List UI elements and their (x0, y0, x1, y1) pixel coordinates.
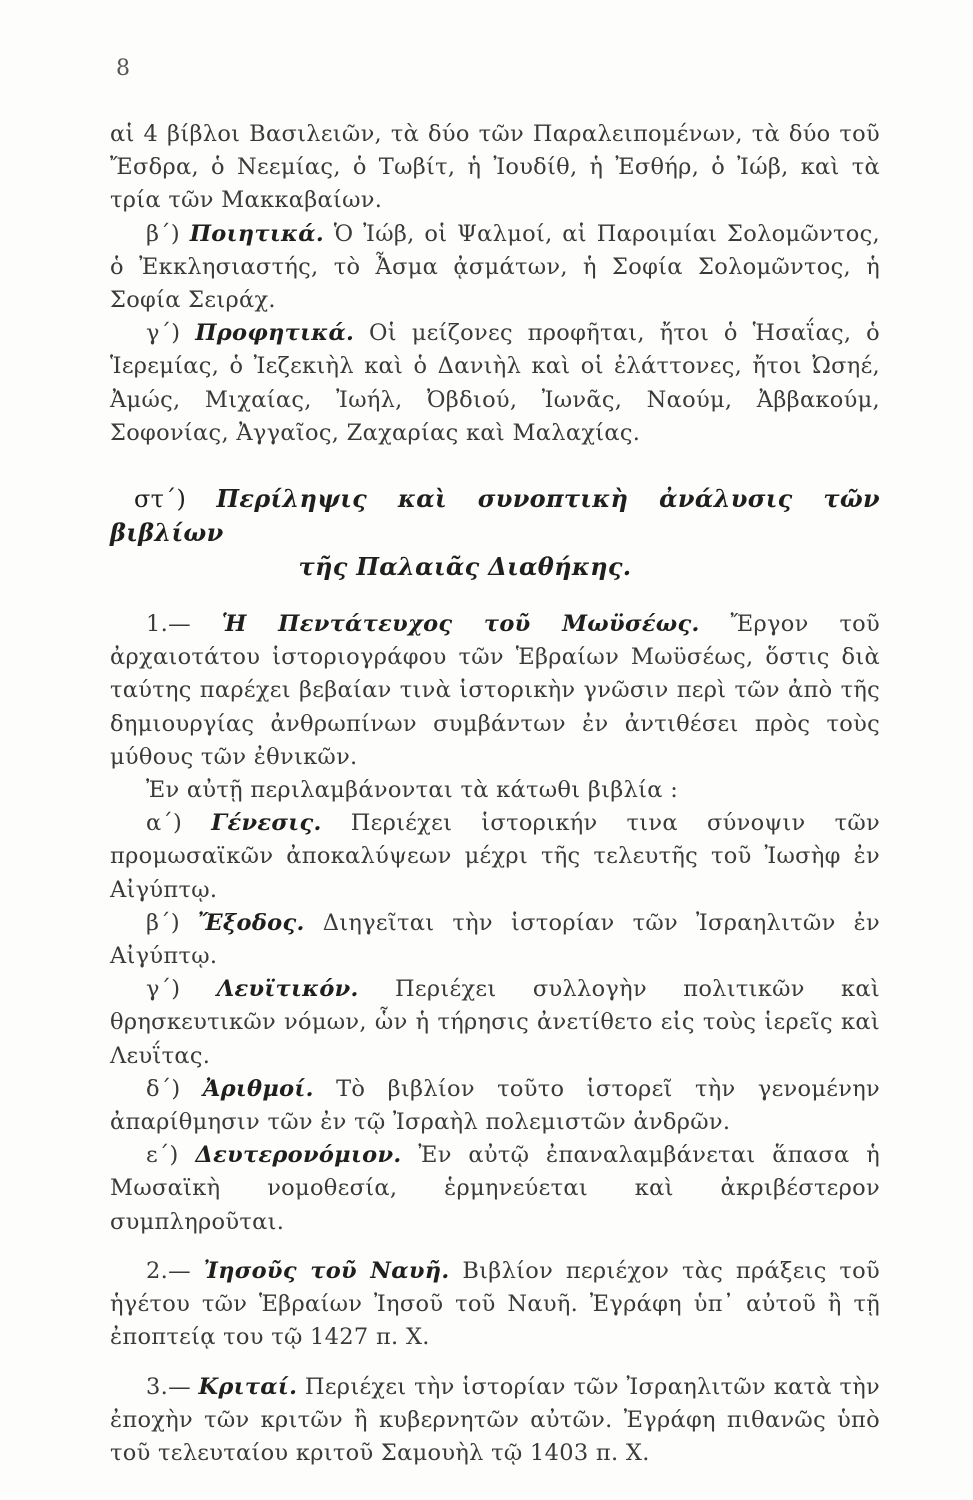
judges-label: 3.— (146, 1373, 199, 1400)
pentateuch-title: Ἡ Πεντάτευχος τοῦ Μωϋσέως. (221, 611, 700, 638)
pentateuch-label: 1.— (146, 611, 222, 638)
book-exodus (110, 907, 880, 973)
joshua-title: Ἰησοῦς τοῦ Ναυῆ. (203, 1257, 450, 1284)
book-numbers (110, 1073, 880, 1139)
spacer (110, 1239, 880, 1255)
section-title-line2: τῆς Παλαιᾶς Διαθήκης. (298, 552, 632, 582)
book-label: α΄) (146, 810, 212, 837)
page-body (110, 118, 880, 1470)
book-leviticus (110, 973, 880, 1073)
section-label: στ΄) (134, 485, 217, 514)
poetic-text: Ὁ Ἰώβ, οἱ Ψαλμοί, αἱ Παροιμίαι Σολομῶντος, ὁ Ἐκκλησιαστής, τὸ Ἆσμα ᾀσμάτων, ἡ Σοφία Σολομῶντος, ἡ Σοφία Σειράχ. (110, 220, 880, 314)
pentateuch-contains: Ἐν αὐτῇ περιλαμβάνονται τὰ κάτωθι βιβλία : (146, 777, 679, 804)
book-genesis (110, 807, 880, 907)
intro-paragraph: αἱ 4 βίβλοι Βασιλειῶν, τὰ δύο τῶν Παραλειπομένων, τὰ δύο τοῦ Ἔσδρα, ὁ Νεεμίας, ὁ Τωβίτ, ἡ Ἰουδίθ, ἡ Ἐσθήρ, ὁ Ἰώβ, καὶ τὰ τρία τῶν Μακκαβαίων. (110, 121, 880, 214)
page-number: 8 (116, 56, 130, 81)
pentateuch-text: Ἔργον τοῦ ἀρχαιοτάτου ἱστοριογράφου τῶν Ἑβραίων Μωϋσέως, ὅστις διὰ ταύτης παρέχει βεβαίαν τινὰ ἱστορικὴν γνῶσιν περὶ τῶν ἀπὸ τῆς δημιουργίας ἀνθρωπίνων συμβάντων ἐν ἀντιθέσει πρὸς τοὺς μύθους τῶν ἐθνικῶν. (110, 611, 881, 770)
joshua-paragraph (110, 1255, 880, 1355)
book-deuteronomy (110, 1139, 880, 1239)
book-label: δ΄) (146, 1075, 203, 1102)
section-heading-line1 (110, 482, 880, 550)
book-text: Ἐν αὐτῷ ἐπαναλαμβάνεται ἅπασα ἡ Μωσαϊκὴ νομοθεσία, ἑρμηνεύεται καὶ ἀκριβέστερον συμπληροῦται. (110, 1142, 880, 1235)
judges-title: Κριταί. (198, 1373, 298, 1400)
book-title: Ἀριθμοί. (202, 1075, 314, 1102)
poetic-label: β΄) (146, 220, 190, 247)
prophetic-title: Προφητικά. (195, 320, 355, 347)
book-text: Περιέχει συλλογὴν πολιτικῶν καὶ θρησκευτικῶν νόμων, ὧν ἡ τήρησις ἀνετίθετο εἰς τοὺς ἱερεῖς καὶ Λευΐτας. (110, 976, 881, 1069)
book-text: Τὸ βιβλίον τοῦτο ἱστορεῖ τὴν γενομένην ἀπαρίθμησιν τῶν ἐν τῷ Ἰσραὴλ πολεμιστῶν ἀνδρῶν. (110, 1075, 880, 1136)
poetic-books-paragraph (110, 218, 880, 318)
spacer (110, 1355, 880, 1371)
book-text: Περιέχει ἱστορικήν τινα σύνοψιν τῶν προμωσαϊκῶν ἀποκαλύψεων μέχρι τῆς τελευτῆς τοῦ Ἰωσὴφ ἐν Αἰγύπτῳ. (110, 810, 880, 903)
prophetic-books-paragraph (110, 317, 880, 450)
book-title: Δευτερονόμιον. (195, 1142, 402, 1169)
prophetic-label: γ΄) (146, 320, 196, 347)
book-label: γ΄) (146, 976, 217, 1003)
judges-paragraph (110, 1371, 880, 1471)
section-title-line1: Περίληψις καὶ συνοπτικὴ ἀνάλυσις τῶν βιβλίων (110, 484, 880, 548)
prophetic-text: Οἱ μείζονες προφῆται, ἤτοι ὁ Ἡσαΐας, ὁ Ἱερεμίας, ὁ Ἰεζεκιὴλ καὶ ὁ Δανιὴλ καὶ οἱ ἐλάττονες, ἤτοι Ὠσηέ, Ἀμώς, Μιχαίας, Ἰωήλ, Ὀβδιού, Ἰωνᾶς, Ναούμ, Ἀββακούμ, Σοφονίας, Ἀγγαῖος, Ζαχαρίας καὶ Μαλαχίας. (110, 320, 881, 446)
pentateuch-paragraph (110, 608, 880, 774)
judges-text: Περιέχει τὴν ἱστορίαν τῶν Ἰσραηλιτῶν κατὰ τὴν ἐποχὴν τῶν κριτῶν ἢ κυβερνητῶν αὐτῶν. Ἐγράφη πιθανῶς ὑπὸ τοῦ τελευταίου κριτοῦ Σαμουὴλ τῷ 1403 π. Χ. (110, 1373, 880, 1466)
book-title: Ἔξοδος. (198, 909, 305, 936)
joshua-text: Βιβλίον περιέχον τὰς πράξεις τοῦ ἡγέτου τῶν Ἑβραίων Ἰησοῦ τοῦ Ναυῆ. Ἐγράφη ὑπ᾿ αὐτοῦ ἢ τῇ ἐποπτείᾳ του τῷ 1427 π. Χ. (110, 1257, 881, 1351)
book-label: β΄) (146, 909, 199, 936)
joshua-label: 2.— (146, 1257, 204, 1284)
book-title: Λευϊτικόν. (216, 976, 359, 1003)
book-label: ε΄) (146, 1142, 196, 1169)
book-text: Διηγεῖται τὴν ἱστορίαν τῶν Ἰσραηλιτῶν ἐν Αἰγύπτῳ. (110, 909, 880, 970)
section-heading (110, 482, 880, 584)
poetic-title: Ποιητικά. (189, 220, 324, 247)
book-title: Γένεσις. (211, 810, 322, 837)
